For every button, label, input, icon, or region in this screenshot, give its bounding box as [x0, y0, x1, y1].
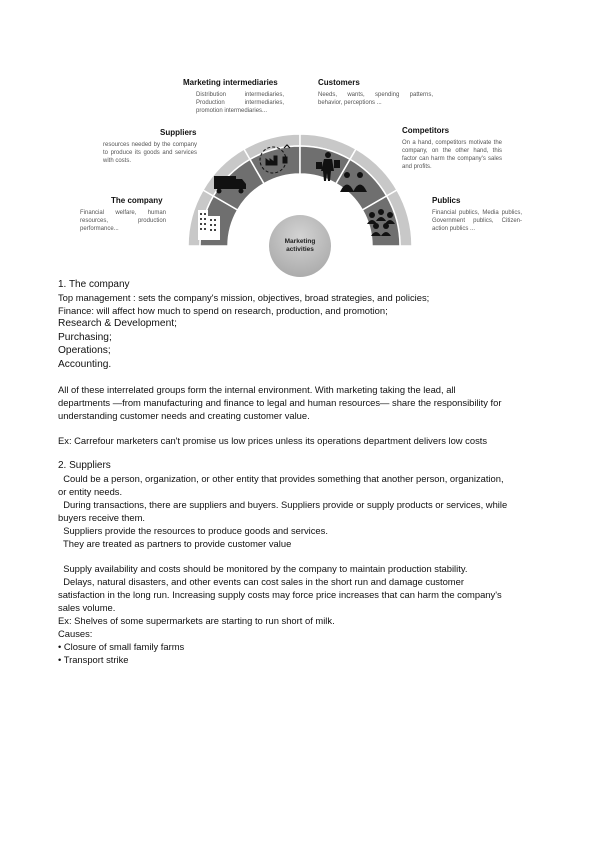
center-label-line1: Marketing [284, 238, 316, 245]
causes-label: Causes: [58, 628, 93, 640]
segment-title-competitors: Competitors [402, 126, 450, 135]
segment-desc-suppliers: resources needed by the company to produce its goods and services with costs. [103, 142, 197, 164]
segment-desc-publics: Financial publics, Media publics, Government publics, Citizen-action publics ... [432, 210, 522, 232]
paragraph-line: All of these interrelated groups form the internal environment. With marketing taking the lead, all [58, 384, 456, 396]
section-heading-company: 1. The company [58, 279, 130, 290]
company-line: Operations; [58, 345, 111, 357]
segment-title-company: The company [111, 196, 163, 205]
marketing-environment-diagram [0, 0, 600, 280]
paragraph-line: understanding customer needs and creating customer value. [58, 410, 310, 422]
paragraph-line: Could be a person, organization, or other entity that provides something that another person, organization, [58, 473, 504, 485]
segment-desc-customers: Needs, wants, spending patterns, behavior, perceptions ... [318, 92, 433, 106]
segment-title-suppliers: Suppliers [160, 128, 197, 137]
company-line: Purchasing; [58, 331, 112, 343]
segment-title-intermediaries: Marketing intermediaries [183, 78, 278, 87]
segment-desc-intermediaries: Distribution intermediaries, Production intermediaries, promotion intermediaries... [196, 92, 284, 114]
paragraph-line: satisfaction in the long run. Increasing supply costs may force price increases that can harm the company's [58, 589, 502, 601]
paragraph-line: Suppliers provide the resources to produce goods and services. [58, 525, 328, 537]
semicircle-diagram [0, 0, 600, 280]
segment-title-publics: Publics [432, 196, 461, 205]
cause-item: • Closure of small family farms [58, 641, 185, 653]
segment-desc-competitors: On a hand, competitors motivate the company, on the other hand, this factor can harm the company's sales and profits. [402, 140, 502, 170]
example-line: Ex: Shelves of some supermarkets are starting to run short of milk. [58, 615, 335, 627]
segment-title-customers: Customers [318, 78, 360, 87]
paragraph-line: or entity needs. [58, 486, 123, 498]
example-line: Ex: Carrefour marketers can't promise us low prices unless its operations department delivers low costs [58, 435, 488, 447]
paragraph-line: They are treated as partners to provide customer value [58, 538, 292, 550]
company-line: Research & Development; [58, 318, 177, 329]
cause-item: • Transport strike [58, 654, 129, 666]
paragraph-line: departments —from manufacturing and finance to legal and human resources— share the responsibility for [58, 397, 502, 409]
section-heading-suppliers: 2. Suppliers [58, 460, 111, 472]
paragraph-line: Delays, natural disasters, and other events can cost sales in the short run and damage customer [58, 576, 464, 588]
company-line: Finance: will affect how much to spend on research, production, and promotion; [58, 305, 388, 316]
paragraph-line: During transactions, there are suppliers and buyers. Suppliers provide or supply products or services, while [58, 499, 508, 511]
company-line: Top management : sets the company's mission, objectives, broad strategies, and policies; [58, 292, 430, 303]
paragraph-line: buyers receive them. [58, 512, 146, 524]
document-body [58, 278, 548, 666]
paragraph-line: Supply availability and costs should be monitored by the company to maintain production stability. [58, 563, 468, 575]
center-label-line2: activities [286, 246, 314, 253]
paragraph-line: sales volume. [58, 602, 116, 614]
segment-desc-company: Financial welfare, human resources, production performance... [80, 210, 166, 232]
company-line: Accounting. [58, 358, 112, 370]
